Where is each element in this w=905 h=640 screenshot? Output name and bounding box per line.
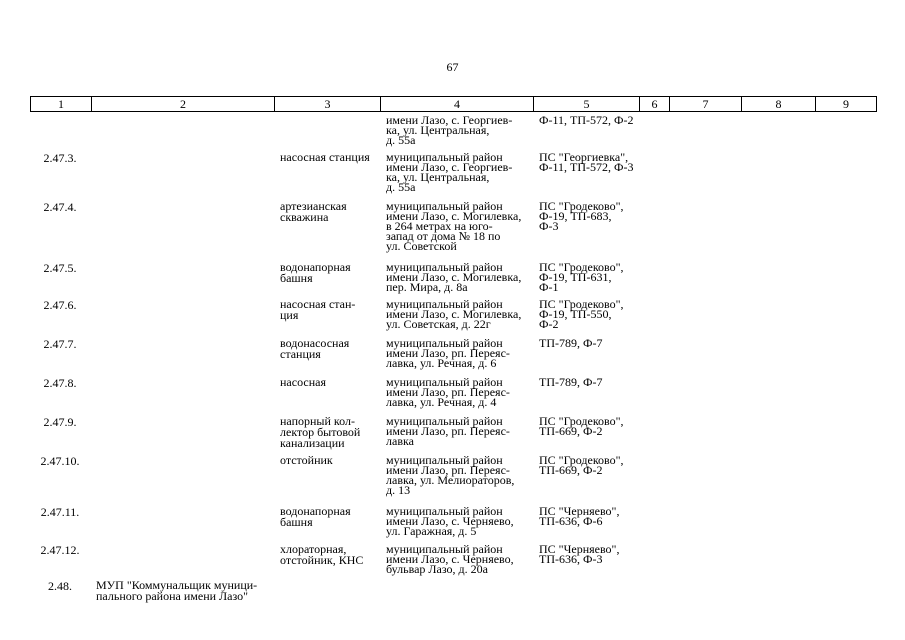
row-organization-line: пального района имени Лазо" (96, 589, 249, 603)
row-number: 2.47.3. (43, 151, 77, 165)
row-address-line: д. 55а (386, 133, 416, 147)
column-header-6: 6 (640, 97, 670, 112)
row-organization (96, 580, 276, 602)
row-address-line: имени Лазо, с. Черняево, (386, 552, 514, 566)
row-address-line: имени Лазо, рп. Переяс- (386, 463, 510, 477)
row-power-source-line: Ф-2 (539, 317, 559, 331)
page-number: 67 (446, 60, 459, 74)
row-power-source-line: Ф-19, ТП-683, (539, 209, 612, 223)
row-power-source-line: ТП-789, Ф-7 (539, 336, 603, 350)
row-address (386, 544, 534, 574)
row-object-name (280, 299, 380, 321)
row-address-line: пер. Мира, д. 8а (386, 280, 468, 294)
row-address-line: лавка, ул. Мелиораторов, (386, 473, 515, 487)
row-object-name (280, 262, 380, 284)
row-object-name (280, 416, 380, 449)
row-address-line: муниципальный район (386, 260, 503, 274)
row-power-source-line: ПС "Черняево", (539, 504, 620, 518)
row-address-line: имени Лазо, с. Могилевка, (386, 270, 522, 284)
row-address-line: муниципальный район (386, 297, 503, 311)
row-object-name-line: насосная (280, 375, 326, 389)
row-address (386, 506, 534, 536)
row-number: 2.48. (48, 579, 72, 593)
row-address-line: муниципальный район (386, 453, 503, 467)
row-power-source-line: Ф-11, ТП-572, Ф-2 (539, 113, 634, 127)
row-address-line: имени Лазо, рп. Переяс- (386, 385, 510, 399)
row-power-source (539, 115, 645, 125)
row-power-source-line: ПС "Черняево", (539, 542, 620, 556)
column-header-4: 4 (381, 97, 534, 112)
row-power-source (539, 299, 645, 329)
row-number: 2.47.9. (43, 415, 77, 429)
row-number: 2.47.5. (43, 261, 77, 275)
row-address-line: муниципальный район (386, 414, 503, 428)
row-object-name-line: водонапорная (280, 260, 351, 274)
row-power-source-line: Ф-3 (539, 219, 559, 233)
row-power-source-line: ПС "Гродеково", (539, 414, 624, 428)
row-power-source-line: ТП-636, Ф-6 (539, 514, 603, 528)
row-object-name-line: водонапорная (280, 504, 351, 518)
row-address (386, 152, 534, 192)
row-object-name (280, 338, 380, 360)
row-power-source (539, 338, 645, 348)
row-address-line: имени Лазо, с. Могилевка, (386, 307, 522, 321)
row-address-line: муниципальный район (386, 336, 503, 350)
row-address-line: ул. Советская, д. 22г (386, 317, 491, 331)
row-object-name (280, 506, 380, 528)
row-object-name (280, 377, 380, 388)
row-object-name-line: скважина (280, 210, 329, 224)
row-object-name (280, 544, 380, 566)
row-power-source-line: ПС "Гродеково", (539, 260, 624, 274)
row-object-name-line: башня (280, 271, 313, 285)
row-power-source (539, 201, 645, 231)
row-power-source-line: Ф-11, ТП-572, Ф-3 (539, 160, 634, 174)
row-number: 2.47.12. (40, 543, 80, 557)
row-power-source-line: Ф-1 (539, 280, 559, 294)
row-address-line: ул. Советской (386, 239, 457, 253)
row-object-name-line: водонасосная (280, 336, 350, 350)
row-address (386, 201, 534, 251)
row-object-name-line: станция (280, 347, 321, 361)
row-object-name-line: отстойник, КНС (280, 553, 364, 567)
column-header-2: 2 (92, 97, 275, 112)
row-address (386, 262, 534, 292)
row-power-source-line: ПС "Гродеково", (539, 453, 624, 467)
row-address-line: д. 55а (386, 180, 416, 194)
row-address-line: имени Лазо, рп. Переяс- (386, 424, 510, 438)
row-power-source-line: ТП-669, Ф-2 (539, 463, 603, 477)
row-address-line: муниципальный район (386, 150, 503, 164)
row-address (386, 299, 534, 329)
column-header-1: 1 (31, 97, 92, 112)
row-address-line: муниципальный район (386, 542, 503, 556)
row-address-line: муниципальный район (386, 504, 503, 518)
row-power-source (539, 152, 645, 172)
row-number: 2.47.4. (43, 200, 77, 214)
row-power-source-line: ПС "Гродеково", (539, 297, 624, 311)
row-address-line: д. 13 (386, 483, 411, 497)
row-address-line: в 264 метрах на юго- (386, 219, 493, 233)
row-address-line: муниципальный район (386, 375, 503, 389)
row-object-name-line: насосная станция (280, 150, 370, 164)
row-organization-line: МУП "Коммунальщик муници- (96, 578, 258, 592)
row-power-source-line: ПС "Гродеково", (539, 199, 624, 213)
row-address-line: ул. Гаражная, д. 5 (386, 524, 477, 538)
row-address-line: лавка (386, 434, 414, 448)
row-power-source (539, 262, 645, 292)
row-address-line: имени Лазо, с. Георгиев- (386, 160, 513, 174)
row-object-name-line: напорный кол- (280, 414, 355, 428)
row-address-line: лавка, ул. Речная, д. 6 (386, 356, 497, 370)
row-address-line: запад от дома № 18 по (386, 229, 501, 243)
row-address-line: бульвар Лазо, д. 20а (386, 562, 488, 576)
row-object-name-line: ция (280, 308, 299, 322)
row-address-line: имени Лазо, с. Черняево, (386, 514, 514, 528)
row-object-name-line: артезианская (280, 199, 347, 213)
row-object-name (280, 152, 380, 163)
row-address-line: ка, ул. Центральная, (386, 123, 490, 137)
row-object-name-line: насосная стан- (280, 297, 356, 311)
row-address (386, 377, 534, 407)
column-header-9: 9 (816, 97, 877, 112)
row-address-line: имени Лазо, с. Могилевка, (386, 209, 522, 223)
row-power-source-line: ПС "Георгиевка", (539, 150, 629, 164)
row-power-source (539, 416, 645, 436)
row-power-source-line: ТП-669, Ф-2 (539, 424, 603, 438)
row-address-line: ка, ул. Центральная, (386, 170, 490, 184)
row-number: 2.47.8. (43, 376, 77, 390)
row-number: 2.47.10. (40, 454, 80, 468)
row-power-source (539, 455, 645, 475)
row-address (386, 338, 534, 368)
column-header-5: 5 (534, 97, 640, 112)
row-number: 2.47.7. (43, 337, 77, 351)
row-power-source-line: ТП-636, Ф-3 (539, 552, 603, 566)
row-object-name-line: хлораторная, (280, 542, 347, 556)
row-object-name-line: башня (280, 515, 313, 529)
row-number: 2.47.11. (40, 505, 80, 519)
row-address-line: имени Лазо, рп. Переяс- (386, 346, 510, 360)
row-address (386, 115, 534, 145)
row-number: 2.47.6. (43, 298, 77, 312)
row-power-source-line: Ф-19, ТП-631, (539, 270, 612, 284)
row-power-source (539, 377, 645, 387)
row-address-line: имени Лазо, с. Георгиев- (386, 113, 513, 127)
row-power-source (539, 544, 645, 564)
row-address (386, 455, 534, 495)
column-header-3: 3 (275, 97, 381, 112)
row-address-line: муниципальный район (386, 199, 503, 213)
row-object-name-line: отстойник (280, 453, 333, 467)
column-header-7: 7 (670, 97, 742, 112)
row-address-line: лавка, ул. Речная, д. 4 (386, 395, 497, 409)
row-object-name (280, 201, 380, 223)
row-object-name-line: лектор бытовой (280, 425, 361, 439)
row-power-source-line: Ф-19, ТП-550, (539, 307, 612, 321)
column-header-8: 8 (742, 97, 816, 112)
row-object-name-line: канализации (280, 436, 345, 450)
row-address (386, 416, 534, 446)
row-power-source (539, 506, 645, 526)
row-power-source-line: ТП-789, Ф-7 (539, 375, 603, 389)
row-object-name (280, 455, 380, 466)
